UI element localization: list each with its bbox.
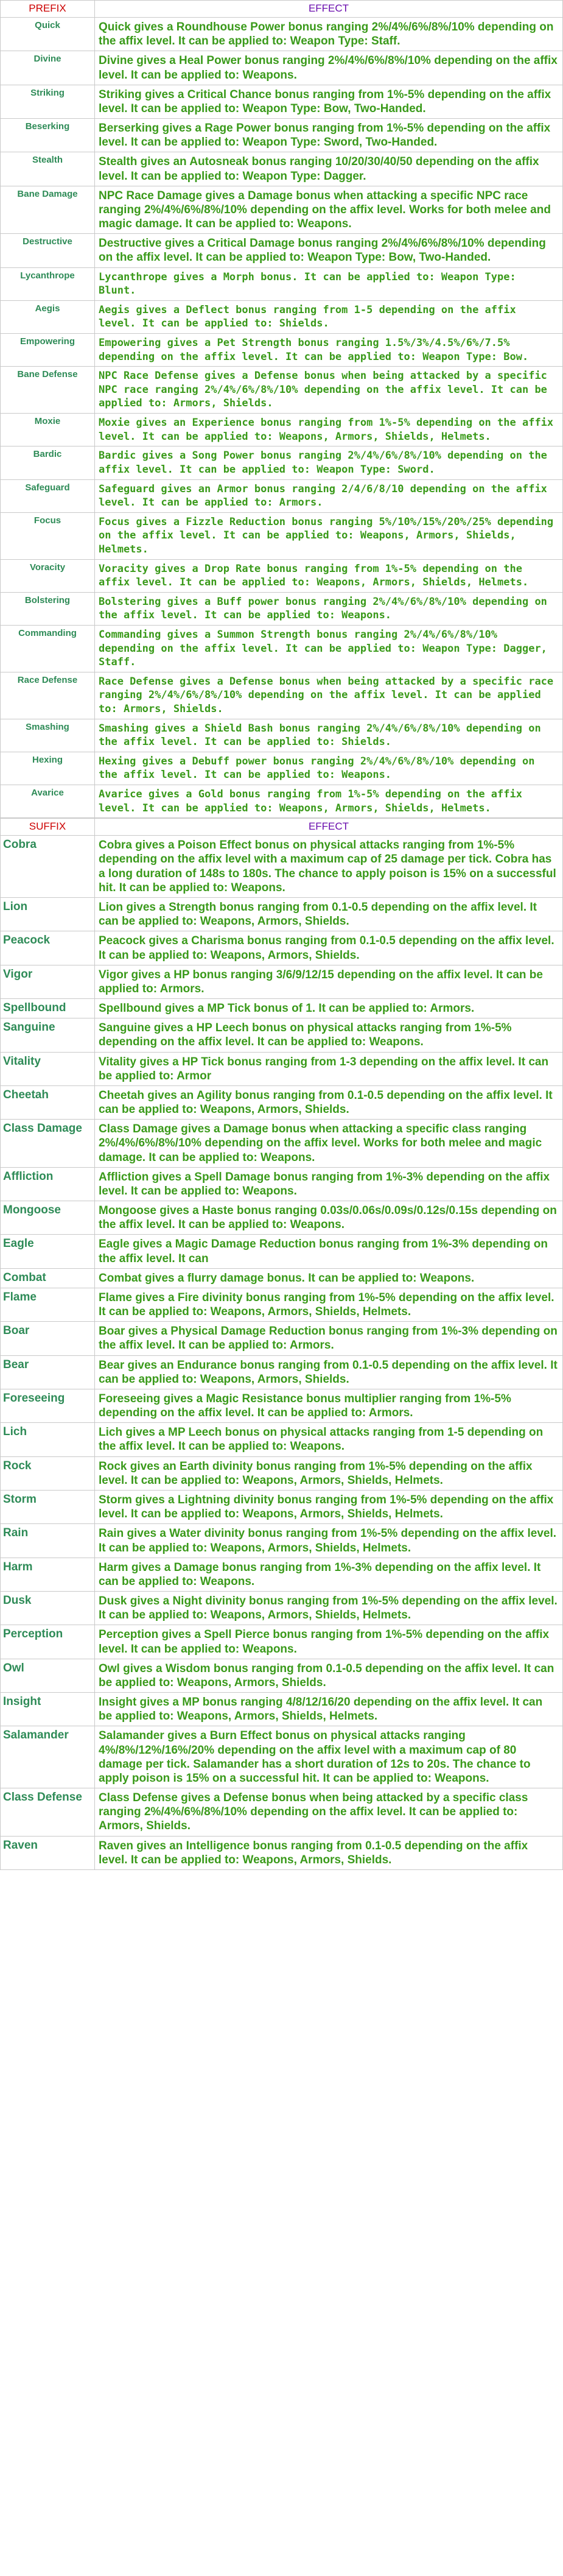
affix-effect: Quick gives a Roundhouse Power bonus ranging 2%/4%/6%/8%/10% depending on the affix level. It can be applied to: Weapon Type: Staff. xyxy=(95,18,563,51)
affix-effect: Raven gives an Intelligence bonus ranging from 0.1-0.5 depending on the affix level. It can be applied to: Weapons, Armors, Shields. xyxy=(95,1836,563,1869)
affix-effect: Bolstering gives a Buff power bonus ranging 2%/4%/6%/8%/10% depending on the affix level. It can be applied to: Weapons. xyxy=(95,592,563,625)
affix-name: Raven xyxy=(1,1836,95,1869)
suffix-table xyxy=(0,818,563,1870)
affix-effect: Safeguard gives an Armor bonus ranging 2/4/6/8/10 depending on the affix level. It can be applied to: Armors. xyxy=(95,479,563,512)
table-row xyxy=(1,897,563,931)
affix-effect: Spellbound gives a MP Tick bonus of 1. It can be applied to: Armors. xyxy=(95,999,563,1018)
affix-name: Bane Damage xyxy=(1,186,95,234)
affix-effect: Class Defense gives a Defense bonus when being attacked by a specific class ranging 2%/4%/6%/8%/10% depending on the affix level. It can be applied to: Armors, Shields. xyxy=(95,1788,563,1837)
affix-name: Insight xyxy=(1,1693,95,1726)
affix-effect: Hexing gives a Debuff power bonus ranging 2%/4%/6%/8%/10% depending on the affix level. It can be applied to: Weapons. xyxy=(95,752,563,785)
affix-effect: Moxie gives an Experience bonus ranging from 1%-5% depending on the affix level. It can be applied to: Weapons, Armors, Shields, Helmets. xyxy=(95,414,563,446)
table-row xyxy=(1,625,563,672)
table-row xyxy=(1,1693,563,1726)
table-row xyxy=(1,1558,563,1591)
table-row xyxy=(1,334,563,367)
affix-name: Cheetah xyxy=(1,1085,95,1119)
affix-effect: Combat gives a flurry damage bonus. It can be applied to: Weapons. xyxy=(95,1268,563,1288)
affix-name: Perception xyxy=(1,1625,95,1659)
affix-effect: Avarice gives a Gold bonus ranging from 1%-5% depending on the affix level. It can be applied to: Weapons, Armors, Shields, Helmets. xyxy=(95,785,563,818)
affix-effect: Stealth gives an Autosneak bonus ranging 10/20/30/40/50 depending on the affix level. It can be applied to: Weapon Type: Dagger. xyxy=(95,152,563,186)
affix-name: Lich xyxy=(1,1423,95,1456)
table-row xyxy=(1,1491,563,1524)
affix-effect: Sanguine gives a HP Leech bonus on physical attacks ranging from 1%-5% depending on the affix level. It can be applied to: Weapons. xyxy=(95,1018,563,1052)
table-row xyxy=(1,152,563,186)
table-row xyxy=(1,1659,563,1692)
affix-effect: Lycanthrope gives a Morph bonus. It can be applied to: Weapon Type: Blunt. xyxy=(95,267,563,300)
affix-effect: Mongoose gives a Haste bonus ranging 0.03s/0.06s/0.09s/0.12s/0.15s depending on the affix level. It can be applied to: Weapons. xyxy=(95,1201,563,1235)
affix-effect: Vigor gives a HP bonus ranging 3/6/9/12/15 depending on the affix level. It can be applied to: Armors. xyxy=(95,965,563,998)
affix-effect: Voracity gives a Drop Rate bonus ranging from 1%-5% depending on the affix level. It can be applied to: Weapons, Armors, Shields, Helmets. xyxy=(95,559,563,592)
affix-effect: Foreseeing gives a Magic Resistance bonus multiplier ranging from 1%-5% depending on the affix level. It can be applied to: Armors. xyxy=(95,1389,563,1422)
affix-effect: Rock gives an Earth divinity bonus ranging from 1%-5% depending on the affix level. It can be applied to: Weapons, Armors, Shields, Helmets. xyxy=(95,1456,563,1490)
affix-name: Safeguard xyxy=(1,479,95,512)
affix-effect: Focus gives a Fizzle Reduction bonus ranging 5%/10%/15%/20%/25% depending on the affix level. It can be applied to: Weapons, Armors, Shields, Helmets. xyxy=(95,512,563,559)
affix-name: Rock xyxy=(1,1456,95,1490)
prefix-table xyxy=(0,0,563,818)
affix-name: Beserking xyxy=(1,119,95,152)
table-row xyxy=(1,1288,563,1321)
table-row xyxy=(1,836,563,898)
affix-effect: Lion gives a Strength bonus ranging from 0.1-0.5 depending on the affix level. It can be applied to: Weapons, Armors, Shields. xyxy=(95,897,563,931)
affix-effect: Aegis gives a Deflect bonus ranging from 1-5 depending on the affix level. It can be applied to: Shields. xyxy=(95,300,563,333)
table-row xyxy=(1,300,563,333)
affix-name: Peacock xyxy=(1,931,95,965)
table-row xyxy=(1,1456,563,1490)
affix-name: Rain xyxy=(1,1524,95,1558)
table-row xyxy=(1,965,563,998)
affix-name: Mongoose xyxy=(1,1201,95,1235)
affix-effect: Rain gives a Water divinity bonus ranging from 1%-5% depending on the affix level. It can be applied to: Weapons, Armors, Shields, Helmets. xyxy=(95,1524,563,1558)
affix-effect: Dusk gives a Night divinity bonus ranging from 1%-5% depending on the affix level. It can be applied to: Weapons, Armors, Shields, Helmets. xyxy=(95,1592,563,1625)
affix-effect: Eagle gives a Magic Damage Reduction bonus ranging from 1%-3% depending on the affix level. It can xyxy=(95,1235,563,1268)
prefix-header-row xyxy=(1,1,563,18)
affix-effect: Race Defense gives a Defense bonus when being attacked by a specific race ranging 2%/4%/6%/8%/10% depending on the affix level. It can be applied to: Armors, Shields. xyxy=(95,672,563,719)
suffix-header: SUFFIX xyxy=(1,819,95,836)
table-row xyxy=(1,1201,563,1235)
affix-effect: Cheetah gives an Agility bonus ranging from 0.1-0.5 depending on the affix level. It can be applied to: Weapons, Armors, Shields. xyxy=(95,1085,563,1119)
table-row xyxy=(1,186,563,234)
affix-name: Bolstering xyxy=(1,592,95,625)
prefix-header: PREFIX xyxy=(1,1,95,18)
affix-effect: NPC Race Defense gives a Defense bonus when being attacked by a specific NPC race ranging 2%/4%/6%/8%/10% depending on the affix level. It can be applied to: Armors, Shields. xyxy=(95,367,563,414)
affix-name: Hexing xyxy=(1,752,95,785)
table-row xyxy=(1,785,563,818)
affix-effect: Flame gives a Fire divinity bonus ranging from 1%-5% depending on the affix level. It can be applied to: Weapons, Armors, Shields, Helmets. xyxy=(95,1288,563,1321)
affix-name: Harm xyxy=(1,1558,95,1591)
affix-name: Striking xyxy=(1,85,95,118)
table-row xyxy=(1,512,563,559)
affix-name: Sanguine xyxy=(1,1018,95,1052)
affix-effect: Salamander gives a Burn Effect bonus on physical attacks ranging 4%/8%/12%/16%/20% depending on the affix level with a maximum cap of 80 damage per tick. Salamander has a short duration of 12s to 20s. The chance to apply poison is 15% on a successful hit. It can be applied to: Weapons. xyxy=(95,1726,563,1788)
affix-name: Storm xyxy=(1,1491,95,1524)
affix-name: Eagle xyxy=(1,1235,95,1268)
affix-name: Combat xyxy=(1,1268,95,1288)
table-row xyxy=(1,752,563,785)
affix-name: Smashing xyxy=(1,719,95,752)
affix-name: Dusk xyxy=(1,1592,95,1625)
affix-effect: Berserking gives a Rage Power bonus ranging from 1%-5% depending on the affix level. It can be applied to: Weapon Type: Sword, Two-Handed. xyxy=(95,119,563,152)
table-row xyxy=(1,1389,563,1422)
table-row xyxy=(1,1726,563,1788)
table-row xyxy=(1,1625,563,1659)
affix-name: Salamander xyxy=(1,1726,95,1788)
table-row xyxy=(1,931,563,965)
table-row xyxy=(1,1524,563,1558)
affix-name: Divine xyxy=(1,51,95,85)
affix-name: Spellbound xyxy=(1,999,95,1018)
suffix-effect-header: EFFECT xyxy=(95,819,563,836)
affix-name: Class Defense xyxy=(1,1788,95,1837)
table-row xyxy=(1,367,563,414)
table-row xyxy=(1,1167,563,1201)
affix-effect: Class Damage gives a Damage bonus when attacking a specific class ranging 2%/4%/6%/8%/10% depending on the affix level. Works for both melee and magic damage. It can be applied to: Weapons. xyxy=(95,1120,563,1168)
affix-effect: Bear gives an Endurance bonus ranging from 0.1-0.5 depending on the affix level. It can be applied to: Weapons, Armors, Shields. xyxy=(95,1355,563,1389)
affix-effect: Boar gives a Physical Damage Reduction bonus ranging from 1%-3% depending on the affix level. It can be applied to: Armors. xyxy=(95,1322,563,1355)
table-row xyxy=(1,1836,563,1869)
table-row xyxy=(1,18,563,51)
affix-name: Focus xyxy=(1,512,95,559)
affix-name: Bane Defense xyxy=(1,367,95,414)
affix-name: Boar xyxy=(1,1322,95,1355)
affix-name: Foreseeing xyxy=(1,1389,95,1422)
affix-effect: Smashing gives a Shield Bash bonus ranging 2%/4%/6%/8%/10% depending on the affix level. It can be applied to: Shields. xyxy=(95,719,563,752)
affix-effect: Harm gives a Damage bonus ranging from 1%-3% depending on the affix level. It can be applied to: Weapons. xyxy=(95,1558,563,1591)
affix-effect: Vitality gives a HP Tick bonus ranging from 1-3 depending on the affix level. It can be applied to: Armor xyxy=(95,1052,563,1085)
affix-name: Cobra xyxy=(1,836,95,898)
affix-name: Moxie xyxy=(1,414,95,446)
table-row xyxy=(1,1268,563,1288)
prefix-table-body xyxy=(1,18,563,818)
table-row xyxy=(1,559,563,592)
table-row xyxy=(1,414,563,446)
affix-effect: Divine gives a Heal Power bonus ranging 2%/4%/6%/8%/10% depending on the affix level. It can be applied to: Weapons. xyxy=(95,51,563,85)
table-row xyxy=(1,234,563,267)
table-row xyxy=(1,1120,563,1168)
suffix-table-body xyxy=(1,836,563,1870)
affix-name: Commanding xyxy=(1,625,95,672)
affix-effect: Striking gives a Critical Chance bonus ranging from 1%-5% depending on the affix level. It can be applied to: Weapon Type: Bow, Two-Handed. xyxy=(95,85,563,118)
affix-name: Class Damage xyxy=(1,1120,95,1168)
table-row xyxy=(1,1788,563,1837)
table-row xyxy=(1,1052,563,1085)
affix-effect: Lich gives a MP Leech bonus on physical attacks ranging from 1-5 depending on the affix level. It can be applied to: Weapons. xyxy=(95,1423,563,1456)
affix-name: Stealth xyxy=(1,152,95,186)
table-row xyxy=(1,1592,563,1625)
table-row xyxy=(1,1322,563,1355)
affix-effect: Peacock gives a Charisma bonus ranging from 0.1-0.5 depending on the affix level. It can be applied to: Weapons, Armors, Shields. xyxy=(95,931,563,965)
affix-effect: Bardic gives a Song Power bonus ranging 2%/4%/6%/8%/10% depending on the affix level. It can be applied to: Weapon Type: Sword. xyxy=(95,446,563,479)
table-row xyxy=(1,119,563,152)
affix-effect: Storm gives a Lightning divinity bonus ranging from 1%-5% depending on the affix level. It can be applied to: Weapons, Armors, Shields, Helmets. xyxy=(95,1491,563,1524)
affix-name: Voracity xyxy=(1,559,95,592)
affix-name: Aegis xyxy=(1,300,95,333)
table-row xyxy=(1,672,563,719)
table-row xyxy=(1,479,563,512)
suffix-header-row xyxy=(1,819,563,836)
affix-name: Affliction xyxy=(1,1167,95,1201)
affix-effect: Commanding gives a Summon Strength bonus ranging 2%/4%/6%/8%/10% depending on the affix level. It can be applied to: Weapon Type: Dagger, Staff. xyxy=(95,625,563,672)
affix-effect: Destructive gives a Critical Damage bonus ranging 2%/4%/6%/8%/10% depending on the affix level. It can be applied to: Weapon Type: Bow, Two-Handed. xyxy=(95,234,563,267)
affix-name: Quick xyxy=(1,18,95,51)
table-row xyxy=(1,592,563,625)
prefix-effect-header: EFFECT xyxy=(95,1,563,18)
table-row xyxy=(1,85,563,118)
table-row xyxy=(1,51,563,85)
table-row xyxy=(1,719,563,752)
affix-name: Bear xyxy=(1,1355,95,1389)
affix-name: Destructive xyxy=(1,234,95,267)
table-row xyxy=(1,1018,563,1052)
affix-name: Bardic xyxy=(1,446,95,479)
table-row xyxy=(1,1085,563,1119)
affix-name: Vigor xyxy=(1,965,95,998)
affix-effect: NPC Race Damage gives a Damage bonus when attacking a specific NPC race ranging 2%/4%/6%/8%/10% depending on the affix level. Works for both melee and magic damage. It can be applied to: Weapons. xyxy=(95,186,563,234)
affix-name: Avarice xyxy=(1,785,95,818)
affix-name: Race Defense xyxy=(1,672,95,719)
table-row xyxy=(1,1235,563,1268)
affix-name: Lycanthrope xyxy=(1,267,95,300)
affix-effect: Affliction gives a Spell Damage bonus ranging from 1%-3% depending on the affix level. It can be applied to: Weapons. xyxy=(95,1167,563,1201)
affix-effect: Cobra gives a Poison Effect bonus on physical attacks ranging from 1%-5% depending on the affix level with a maximum cap of 25 damage per tick. Cobra has a long duration of 148s to 180s. The chance to apply poison is 15% on a successful hit. It can be applied to: Weapons. xyxy=(95,836,563,898)
affix-effect: Empowering gives a Pet Strength bonus ranging 1.5%/3%/4.5%/6%/7.5% depending on the affix level. It can be applied to: Weapon Type: Bow. xyxy=(95,334,563,367)
table-row xyxy=(1,446,563,479)
affix-effect: Insight gives a MP bonus ranging 4/8/12/16/20 depending on the affix level. It can be applied to: Weapons, Armors, Shields, Helmets. xyxy=(95,1693,563,1726)
affix-name: Lion xyxy=(1,897,95,931)
table-row xyxy=(1,1423,563,1456)
table-row xyxy=(1,1355,563,1389)
table-row xyxy=(1,267,563,300)
affix-name: Owl xyxy=(1,1659,95,1692)
table-row xyxy=(1,999,563,1018)
affix-effect: Perception gives a Spell Pierce bonus ranging from 1%-5% depending on the affix level. It can be applied to: Weapons. xyxy=(95,1625,563,1659)
affix-name: Flame xyxy=(1,1288,95,1321)
affix-name: Vitality xyxy=(1,1052,95,1085)
affix-name: Empowering xyxy=(1,334,95,367)
affix-effect: Owl gives a Wisdom bonus ranging from 0.1-0.5 depending on the affix level. It can be applied to: Weapons, Armors, Shields. xyxy=(95,1659,563,1692)
